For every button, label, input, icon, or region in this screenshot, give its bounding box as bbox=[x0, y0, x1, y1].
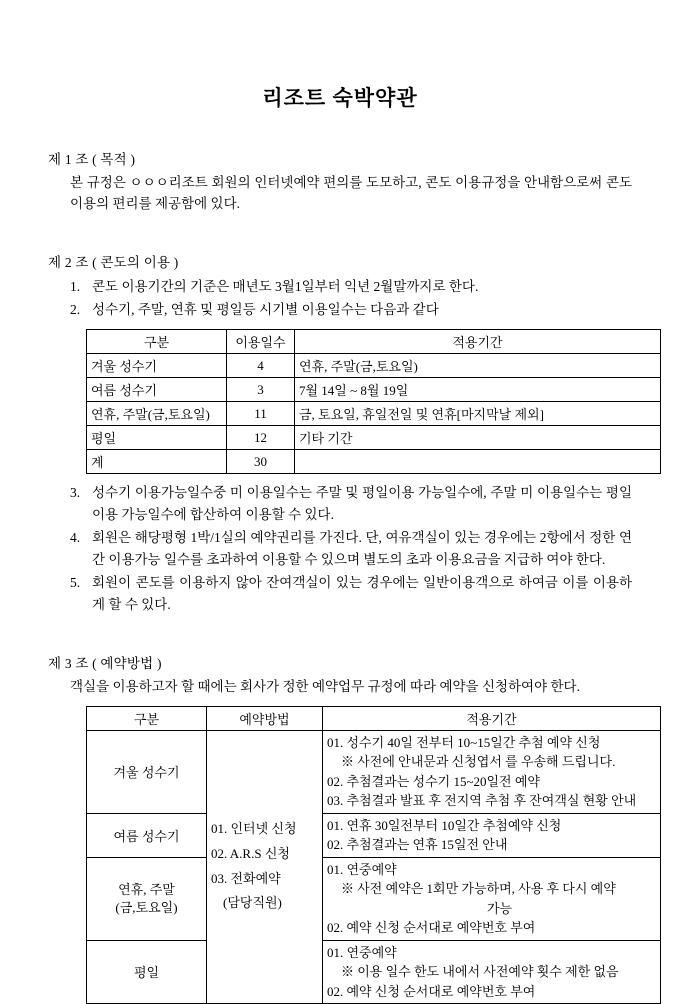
cell-category: 겨울 성수기 bbox=[87, 354, 227, 378]
period-line: 02. 예약 신청 순서대로 예약번호 부여 bbox=[327, 983, 536, 999]
article-3 bbox=[48, 652, 637, 1004]
period-line: 01. 성수기 40일 전부터 10~15일간 추첨 예약 신청 bbox=[327, 734, 601, 750]
list-item-number: 1. bbox=[70, 278, 81, 294]
list-item bbox=[70, 482, 632, 525]
table-header-row bbox=[87, 706, 661, 730]
table-row bbox=[87, 857, 661, 940]
column-header-category: 구분 bbox=[87, 706, 207, 730]
table-row bbox=[87, 730, 661, 813]
list-item-number: 4. bbox=[70, 530, 81, 546]
article-2-item-list bbox=[48, 276, 632, 321]
method-line: 02. A.R.S 신청 bbox=[211, 846, 290, 862]
article-2-heading: 제 2 조 ( 콘도의 이용 ) bbox=[48, 254, 179, 270]
table-row bbox=[87, 402, 661, 426]
period-line-cont: 가능 bbox=[487, 900, 513, 916]
table-row bbox=[87, 378, 661, 402]
cell-period: 7월 14일 ~ 8월 19일 bbox=[295, 378, 661, 402]
category-line-2: (금,토요일) bbox=[115, 899, 178, 915]
article-3-body: 객실을 이용하고자 할 때에는 회사가 정한 예약업무 규정에 따라 예약을 신청하여야 한다. bbox=[70, 678, 580, 694]
reservation-method-table bbox=[86, 706, 661, 1004]
column-header-period: 적용기간 bbox=[323, 706, 661, 730]
list-item-text: 성수기 이용가능일수중 미 이용일수는 주말 및 평일이용 가능일수에, 주말 미 이용일수는 평일이용 가능일수에 합산하여 이용할 수 있다. bbox=[92, 485, 632, 522]
article-1 bbox=[48, 148, 632, 215]
period-line: 01. 연중예약 bbox=[327, 944, 397, 960]
table-row bbox=[87, 354, 661, 378]
cell-period: 금, 토요일, 휴일전일 및 연휴[마지막날 제외] bbox=[295, 402, 661, 426]
table-row bbox=[87, 426, 661, 450]
cell-category-holiday bbox=[87, 857, 207, 940]
cell-category-winter: 겨울 성수기 bbox=[87, 730, 207, 813]
cell-days: 3 bbox=[227, 378, 295, 402]
cell-category: 평일 bbox=[87, 426, 227, 450]
cell-category-summer: 여름 성수기 bbox=[87, 813, 207, 857]
cell-period: 연휴, 주말(금,토요일) bbox=[295, 354, 661, 378]
period-line: 01. 연중예약 bbox=[327, 861, 397, 877]
list-item-number: 2. bbox=[70, 302, 81, 318]
page-title: 리조트 숙박약관 bbox=[262, 86, 418, 110]
method-line: (담당직원) bbox=[223, 895, 282, 911]
category-line-1: 연휴, 주말 bbox=[118, 881, 175, 897]
list-item bbox=[70, 527, 632, 570]
list-item bbox=[70, 299, 632, 321]
table-row bbox=[87, 813, 661, 857]
column-header-period: 적용기간 bbox=[295, 330, 661, 354]
cell-days: 4 bbox=[227, 354, 295, 378]
cell-period-summer bbox=[323, 813, 661, 857]
period-line: ※ 사전에 안내문과 신청엽서 를 우송해 드립니다. bbox=[341, 754, 616, 770]
cell-category: 연휴, 주말(금,토요일) bbox=[87, 402, 227, 426]
cell-days: 11 bbox=[227, 402, 295, 426]
cell-reservation-methods bbox=[207, 730, 323, 1004]
article-2-item-list-cont bbox=[48, 482, 632, 616]
table-row bbox=[87, 940, 661, 1004]
article-2 bbox=[48, 251, 632, 616]
list-item-text: 회원은 해당평형 1박/1실의 예약권리를 가진다. 단, 여유객실이 있는 경우에는 2항에서 정한 연간 이용가능 일수를 초과하여 이용할 수 있으며 별도의 초과 이용요금을 지급하 여야 한다. bbox=[92, 530, 632, 567]
list-item-number: 3. bbox=[70, 485, 81, 501]
usage-days-table bbox=[86, 329, 661, 474]
list-item bbox=[70, 276, 632, 298]
column-header-category: 구분 bbox=[87, 330, 227, 354]
period-line: 03. 추첨결과 발표 후 전지역 추첨 후 잔여객실 현황 안내 bbox=[327, 793, 637, 809]
period-line: ※ 이용 일수 한도 내에서 사전예약 횟수 제한 없음 bbox=[341, 964, 619, 980]
period-line: 02. 추첨결과는 성수기 15~20일전 예약 bbox=[327, 773, 540, 789]
period-line: 02. 추첨결과는 연휴 15일전 안내 bbox=[327, 837, 508, 853]
column-header-method: 예약방법 bbox=[207, 706, 323, 730]
cell-category: 여름 성수기 bbox=[87, 378, 227, 402]
list-item bbox=[70, 572, 632, 615]
cell-days: 30 bbox=[227, 450, 295, 474]
list-item-text: 콘도 이용기간의 기준은 매년도 3월1일부터 익년 2월말까지로 한다. bbox=[92, 278, 479, 294]
period-line: 01. 연휴 30일전부터 10일간 추첨예약 신청 bbox=[327, 817, 562, 833]
cell-period-weekday bbox=[323, 940, 661, 1004]
cell-category-weekday: 평일 bbox=[87, 940, 207, 1004]
cell-period: 기타 기간 bbox=[295, 426, 661, 450]
cell-days: 12 bbox=[227, 426, 295, 450]
period-line: 02. 예약 신청 순서대로 예약번호 부여 bbox=[327, 920, 536, 936]
table-header-row bbox=[87, 330, 661, 354]
article-1-heading: 제 1 조 ( 목적 ) bbox=[48, 152, 136, 167]
period-line: ※ 사전 예약은 1회만 가능하며, 사용 후 다시 예약 bbox=[341, 881, 616, 897]
list-item-text: 성수기, 주말, 연휴 및 평일등 시기별 이용일수는 다음과 같다 bbox=[92, 302, 439, 318]
article-3-heading: 제 3 조 ( 예약방법 ) bbox=[48, 655, 162, 671]
cell-period bbox=[295, 450, 661, 474]
method-line: 01. 인터넷 신청 bbox=[211, 821, 297, 837]
cell-period-winter bbox=[323, 730, 661, 813]
table-row bbox=[87, 450, 661, 474]
column-header-days: 이용일수 bbox=[227, 330, 295, 354]
cell-category: 계 bbox=[87, 450, 227, 474]
cell-period-holiday bbox=[323, 857, 661, 940]
list-item-number: 5. bbox=[70, 575, 81, 591]
list-item-text: 회원이 콘도를 이용하지 않아 잔여객실이 있는 경우에는 일반이용객으로 하여금 이를 이용하게 할 수 있다. bbox=[92, 575, 632, 612]
article-1-body: 본 규정은 ㅇㅇㅇ리조트 회원의 인터넷예약 편의를 도모하고, 콘도 이용규정을 안내함으로써 콘도 이용의 편리를 제공함에 있다. bbox=[70, 175, 632, 211]
method-line: 03. 전화예약 bbox=[211, 870, 281, 886]
